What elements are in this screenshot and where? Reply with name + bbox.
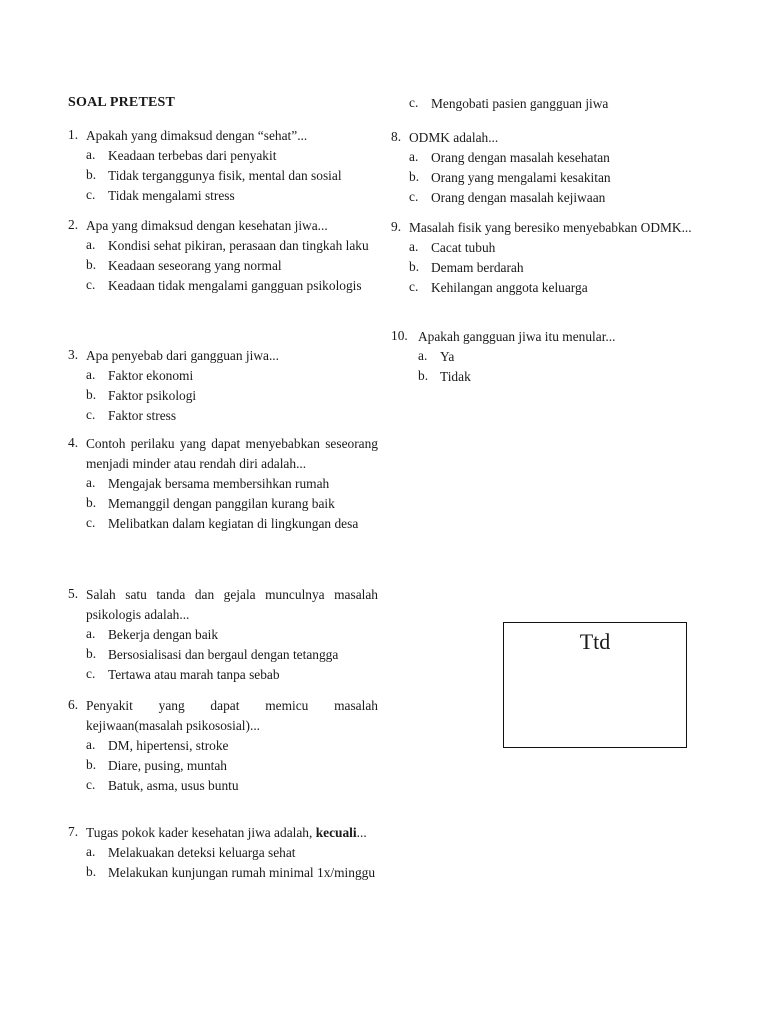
option-letter: c.: [409, 95, 419, 110]
option-c: [86, 186, 378, 206]
question-number: 7.: [68, 824, 79, 839]
option-text: Tidak terganggunya fisik, mental dan sosial: [108, 168, 342, 183]
option-text: Faktor psikologi: [108, 388, 197, 403]
option-text: Mengajak bersama membersihkan rumah: [108, 476, 330, 491]
option-letter: a.: [409, 149, 419, 164]
option-a: [86, 146, 378, 166]
question-text: Apa penyebab dari gangguan jiwa...: [86, 348, 279, 363]
question-1: [68, 126, 378, 206]
option-text: Bersosialisasi dan bergaul dengan tetangga: [108, 647, 339, 662]
option-text: Melibatkan dalam kegiatan di lingkungan desa: [108, 516, 359, 531]
option-b: [409, 168, 701, 188]
option-letter: a.: [86, 737, 96, 752]
option-text: Cacat tubuh: [431, 240, 496, 255]
option-text: Tidak: [440, 369, 471, 384]
option-a: [86, 625, 378, 645]
question-number: 8.: [391, 129, 402, 144]
option-text: Mengobati pasien gangguan jiwa: [431, 96, 609, 111]
option-c: [86, 406, 378, 426]
question-number: 2.: [68, 217, 79, 232]
option-letter: b.: [86, 495, 97, 510]
option-letter: a.: [86, 237, 96, 252]
option-text: Orang dengan masalah kejiwaan: [431, 190, 606, 205]
option-a: [86, 843, 378, 863]
option-letter: c.: [86, 777, 96, 792]
option-letter: b.: [86, 167, 97, 182]
option-letter: b.: [86, 387, 97, 402]
question-8: [391, 128, 701, 208]
option-c: [86, 276, 378, 296]
option-text: Kehilangan anggota keluarga: [431, 280, 588, 295]
option-text: Keadaan terbebas dari penyakit: [108, 148, 277, 163]
option-letter: c.: [86, 515, 96, 530]
question-text: Apa yang dimaksud dengan kesehatan jiwa...: [86, 218, 328, 233]
option-a: [418, 347, 701, 367]
option-b: [418, 367, 701, 387]
question-text: Contoh perilaku yang dapat menyebabkan seseorang menjadi minder atau rendah diri adalah...: [86, 436, 378, 471]
option-letter: a.: [86, 147, 96, 162]
option-text: Tertawa atau marah tanpa sebab: [108, 667, 280, 682]
question-text: ODMK adalah...: [409, 130, 499, 145]
question-9: [391, 218, 701, 298]
option-text: Demam berdarah: [431, 260, 524, 275]
option-letter: c.: [409, 189, 419, 204]
option-text: Faktor ekonomi: [108, 368, 194, 383]
question-2: [68, 216, 378, 296]
question-3: [68, 346, 378, 426]
option-letter: c.: [86, 407, 96, 422]
question-number: 1.: [68, 127, 79, 142]
option-text: Memanggil dengan panggilan kurang baik: [108, 496, 335, 511]
option-letter: a.: [86, 367, 96, 382]
question-5: [68, 585, 378, 685]
option-b: [86, 645, 378, 665]
option-b: [409, 258, 701, 278]
question-number: 3.: [68, 347, 79, 362]
option-text: Keadaan seseorang yang normal: [108, 258, 282, 273]
option-text: Diare, pusing, muntah: [108, 758, 228, 773]
option-a: [86, 474, 378, 494]
option-text: Melakukan kunjungan rumah minimal 1x/minggu: [108, 865, 376, 880]
option-letter: b.: [86, 646, 97, 661]
option-letter: b.: [86, 257, 97, 272]
option-c: [86, 665, 378, 685]
option-c: [409, 278, 701, 298]
option-c: [86, 514, 378, 534]
question-10: [391, 327, 701, 387]
option-text: Batuk, asma, usus buntu: [108, 778, 239, 793]
question-number: 9.: [391, 219, 402, 234]
option-letter: a.: [86, 844, 96, 859]
signature-label: Ttd: [579, 629, 611, 654]
option-b: [86, 756, 378, 776]
question-number: 6.: [68, 697, 79, 712]
option-letter: c.: [86, 277, 96, 292]
option-letter: b.: [86, 864, 97, 879]
question-text: [86, 823, 378, 843]
option-c: [409, 94, 701, 114]
option-text: Keadaan tidak mengalami gangguan psikologis: [108, 278, 362, 293]
option-c: [409, 188, 701, 208]
option-a: [86, 736, 378, 756]
document-title: SOAL PRETEST: [68, 95, 176, 110]
option-letter: b.: [409, 169, 420, 184]
question-4: [68, 434, 378, 534]
option-letter: b.: [409, 259, 420, 274]
question-number: 5.: [68, 586, 79, 601]
question-text-emphasis: kecuali: [315, 825, 357, 840]
question-7-continued: [409, 94, 701, 114]
option-a: [409, 238, 701, 258]
option-text: Tidak mengalami stress: [108, 188, 235, 203]
question-7: [68, 823, 378, 883]
question-text: Salah satu tanda dan gejala munculnya masalah psikologis adalah...: [86, 587, 378, 622]
question-6: [68, 696, 378, 796]
question-text-main: Tugas pokok kader kesehatan jiwa adalah,: [86, 825, 313, 840]
question-number: 10.: [391, 328, 408, 343]
option-text: Orang dengan masalah kesehatan: [431, 150, 610, 165]
option-b: [86, 256, 378, 276]
option-text: Bekerja dengan baik: [108, 627, 219, 642]
option-b: [86, 166, 378, 186]
option-a: [86, 236, 378, 256]
option-a: [409, 148, 701, 168]
option-text: Kondisi sehat pikiran, perasaan dan tingkah laku: [108, 238, 369, 253]
option-c: [86, 776, 378, 796]
option-letter: a.: [409, 239, 419, 254]
signature-box: [503, 622, 687, 748]
question-text: Penyakit yang dapat memicu masalah kejiwaan(masalah psikososial)...: [86, 698, 378, 733]
option-text: Orang yang mengalami kesakitan: [431, 170, 611, 185]
option-letter: c.: [86, 666, 96, 681]
option-text: Ya: [440, 349, 455, 364]
question-text: Apakah gangguan jiwa itu menular...: [418, 329, 616, 344]
option-letter: c.: [86, 187, 96, 202]
option-letter: c.: [409, 279, 419, 294]
option-text: Faktor stress: [108, 408, 177, 423]
option-b: [86, 386, 378, 406]
option-letter: a.: [86, 626, 96, 641]
option-letter: b.: [418, 368, 429, 383]
option-letter: a.: [86, 475, 96, 490]
question-text: Apakah yang dimaksud dengan “sehat”...: [86, 128, 308, 143]
question-text: Masalah fisik yang beresiko menyebabkan ODMK...: [409, 220, 692, 235]
option-letter: a.: [418, 348, 428, 363]
option-letter: b.: [86, 757, 97, 772]
option-b: [86, 863, 378, 883]
option-a: [86, 366, 378, 386]
option-text: DM, hipertensi, stroke: [108, 738, 229, 753]
question-text-suffix: ...: [356, 825, 367, 840]
option-text: Melakuakan deteksi keluarga sehat: [108, 845, 296, 860]
question-number: 4.: [68, 435, 79, 450]
option-b: [86, 494, 378, 514]
